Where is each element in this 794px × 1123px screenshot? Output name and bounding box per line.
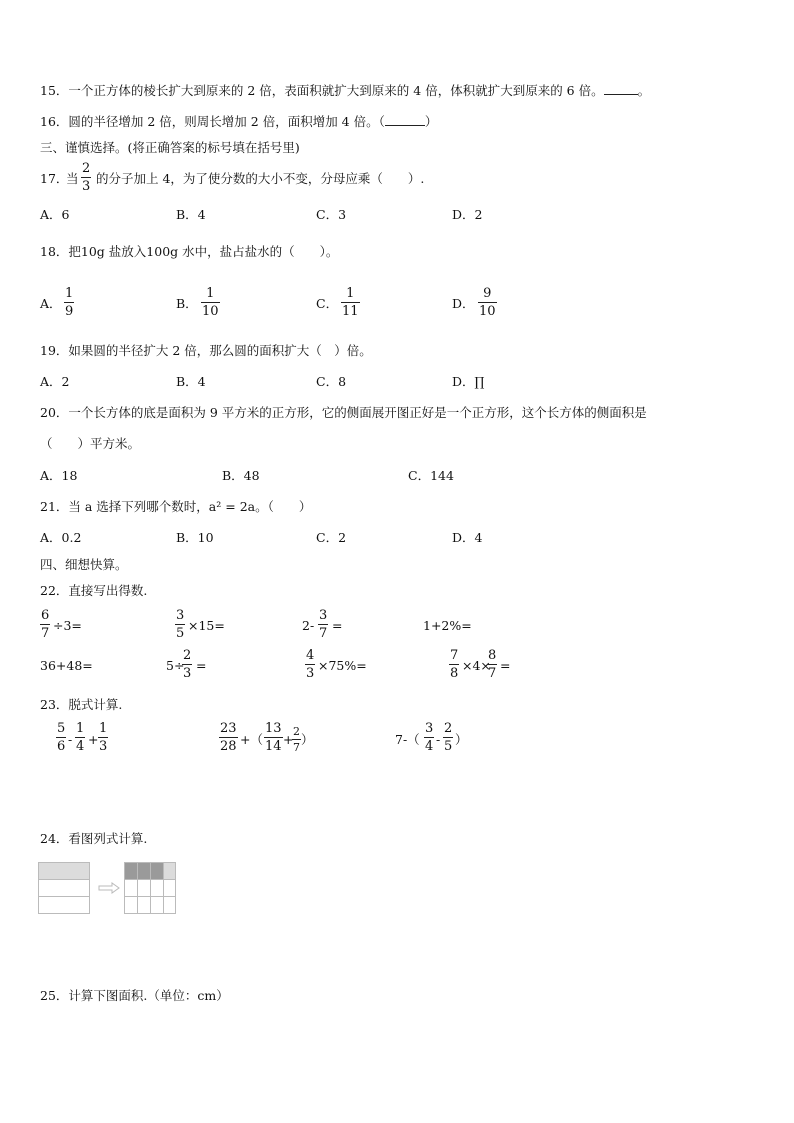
expression-pre: 7-（ <box>395 732 420 747</box>
option-c[interactable]: C． <box>316 296 339 311</box>
numerator: 2 <box>183 648 192 663</box>
grid-cell <box>137 879 151 897</box>
numerator: 3 <box>425 721 434 736</box>
numerator: 23 <box>220 721 237 736</box>
numerator: 6 <box>41 608 50 623</box>
option-d[interactable]: D． <box>452 296 475 311</box>
close-paren: ） <box>301 732 314 747</box>
question-19 <box>40 345 372 358</box>
grid-cell <box>137 896 151 914</box>
expression-rest: ×75%= <box>318 658 367 673</box>
fraction <box>182 649 192 680</box>
end-mark: 。 <box>637 83 651 98</box>
option-c[interactable]: C．8 <box>316 374 347 389</box>
expression-mid: ×4× <box>462 658 491 673</box>
numerator: 1 <box>346 286 355 301</box>
fraction <box>424 722 434 753</box>
denominator: 14 <box>265 739 282 754</box>
fraction <box>175 609 185 640</box>
grid-cell <box>137 862 151 880</box>
denominator: 7 <box>293 741 300 754</box>
fraction-bar <box>75 737 85 738</box>
question-17-post: 的分子加上 4，为了使分数的大小不变，分母应乘（ ）. <box>96 171 425 186</box>
numerator: 7 <box>450 648 459 663</box>
operator: +（ <box>240 732 263 747</box>
grid-cell <box>163 896 176 914</box>
fraction <box>56 722 66 753</box>
denominator: 10 <box>479 304 496 319</box>
fraction-bar <box>443 737 453 738</box>
answer-blank[interactable] <box>385 125 425 126</box>
denominator: 4 <box>425 739 434 754</box>
operator: - <box>68 732 73 747</box>
denominator: 11 <box>342 304 359 319</box>
question-25 <box>40 990 229 1003</box>
fraction <box>81 162 91 193</box>
denominator: 3 <box>183 666 192 681</box>
fraction <box>487 649 497 680</box>
numerator: 1 <box>99 721 108 736</box>
expression-pre: 2- <box>302 618 315 633</box>
open-paren: （ <box>378 114 385 129</box>
question-title: 计算下图面积.（单位：cm） <box>68 988 229 1003</box>
fraction-bar <box>40 624 50 625</box>
denominator: 5 <box>176 626 185 641</box>
question-title: 直接写出得数. <box>68 583 148 598</box>
question-text: 一个长方体的底是面积为 9 平方米的正方形，它的侧面展开图正好是一个正方形，这个长方体的侧面积是 <box>68 405 647 420</box>
option-a[interactable]: A．2 <box>40 374 70 389</box>
question-number: 18． <box>40 244 69 259</box>
section-3-heading: 三、谨慎选择。(将正确答案的标号填在括号里) <box>40 140 300 155</box>
question-number: 15． <box>40 83 69 98</box>
unshaded-strip <box>38 896 90 914</box>
question-number: 24． <box>40 831 69 846</box>
expression-rest: = <box>332 618 343 633</box>
question-21 <box>40 501 311 514</box>
question-number: 22． <box>40 583 69 598</box>
close-paren: ） <box>455 732 468 747</box>
option-c[interactable]: C．144 <box>408 468 454 483</box>
fraction-bar <box>175 624 185 625</box>
numerator: 5 <box>57 721 66 736</box>
option-a-fraction[interactable] <box>64 287 74 318</box>
numerator: 8 <box>488 648 497 663</box>
expression-rest: ÷3= <box>53 618 82 633</box>
fraction <box>75 722 85 753</box>
question-text: 当 a 选择下列哪个数时，a² = 2a。（ ） <box>68 499 312 514</box>
answer-blank[interactable] <box>604 94 638 95</box>
question-18 <box>40 246 338 259</box>
question-20-line1 <box>40 407 647 420</box>
question-title: 脱式计算. <box>68 697 123 712</box>
expression-rest: = <box>500 658 511 673</box>
option-a[interactable]: A．0.2 <box>40 530 82 545</box>
denominator: 9 <box>65 304 74 319</box>
question-text: 圆的半径增加 2 倍，则周长增加 2 倍，面积增加 4 倍。 <box>68 114 379 129</box>
question-16 <box>40 116 437 129</box>
fraction <box>219 722 238 753</box>
option-d[interactable]: D．2 <box>452 207 483 222</box>
fraction-figure-right <box>124 862 176 914</box>
fraction-bar <box>478 302 497 303</box>
question-20-line2: （ ）平方米。 <box>40 436 141 451</box>
denominator: 28 <box>220 739 237 754</box>
fraction-bar <box>64 302 74 303</box>
fraction-bar <box>449 664 459 665</box>
option-b[interactable]: B．4 <box>176 207 206 222</box>
question-number: 23． <box>40 697 69 712</box>
operator: - <box>436 732 441 747</box>
question-number: 20． <box>40 405 69 420</box>
denominator: 10 <box>202 304 219 319</box>
option-a[interactable]: A．18 <box>40 468 78 483</box>
fraction <box>305 649 315 680</box>
numerator: 2 <box>444 721 453 736</box>
expression-pre: 5÷ <box>166 658 185 673</box>
fraction-bar <box>305 664 315 665</box>
question-22 <box>40 585 147 598</box>
denominator: 7 <box>319 626 328 641</box>
fraction <box>443 722 453 753</box>
fraction-bar <box>81 177 91 178</box>
fraction-bar <box>264 737 283 738</box>
shaded-strip <box>38 862 90 880</box>
question-23 <box>40 699 122 712</box>
denominator: 3 <box>82 179 91 194</box>
fraction <box>318 609 328 640</box>
denominator: 5 <box>444 739 453 754</box>
numerator: 2 <box>293 725 300 738</box>
denominator: 7 <box>488 666 497 681</box>
grid-cell <box>163 879 176 897</box>
question-15 <box>40 85 650 98</box>
denominator: 3 <box>306 666 315 681</box>
question-title: 看图列式计算. <box>68 831 148 846</box>
question-number: 19． <box>40 343 69 358</box>
numerator: 9 <box>483 286 492 301</box>
numerator: 1 <box>65 286 74 301</box>
fraction-figure-left <box>38 862 90 914</box>
grid-cell <box>150 862 164 880</box>
question-24 <box>40 833 147 846</box>
numerator: 4 <box>306 648 315 663</box>
fraction-bar <box>201 302 220 303</box>
option-c[interactable]: C．3 <box>316 207 347 222</box>
grid-cell <box>124 879 138 897</box>
grid-cell <box>150 879 164 897</box>
question-17-pre: 当 <box>66 171 79 186</box>
denominator: 3 <box>99 739 108 754</box>
expression-rest: ×15= <box>188 618 225 633</box>
option-a[interactable]: A． <box>40 296 62 311</box>
option-b[interactable]: B．4 <box>176 374 206 389</box>
numerator: 3 <box>176 608 185 623</box>
option-c[interactable]: C．2 <box>316 530 347 545</box>
grid-cell <box>124 896 138 914</box>
fraction-bar <box>219 737 238 738</box>
denominator: 8 <box>450 666 459 681</box>
option-b[interactable]: B． <box>176 296 198 311</box>
question-text: 把10g 盐放入100g 水中，盐占盐水的（ ）。 <box>68 244 339 259</box>
fraction-bar <box>56 737 66 738</box>
denominator: 4 <box>76 739 85 754</box>
fraction <box>264 722 283 753</box>
close-paren: ） <box>424 114 438 129</box>
fraction <box>40 609 50 640</box>
option-b[interactable]: B．48 <box>222 468 260 483</box>
option-b[interactable]: B．10 <box>176 530 214 545</box>
expression: 36+48= <box>40 658 93 673</box>
fraction-bar <box>98 737 108 738</box>
numerator: 2 <box>82 161 91 176</box>
question-text: 如果圆的半径扩大 2 倍，那么圆的面积扩大（ ）倍。 <box>68 343 372 358</box>
numerator: 3 <box>319 608 328 623</box>
question-number: 16． <box>40 114 69 129</box>
option-d-fraction[interactable] <box>478 287 497 318</box>
arrow-icon <box>98 882 120 894</box>
expression: 1+2%= <box>423 618 472 633</box>
fraction <box>98 722 108 753</box>
fraction-bar <box>487 664 497 665</box>
option-b-fraction[interactable] <box>201 287 220 318</box>
grid-cell <box>150 896 164 914</box>
numerator: 13 <box>265 721 282 736</box>
option-c-fraction[interactable] <box>341 287 360 318</box>
option-a[interactable]: A．6 <box>40 207 70 222</box>
fraction <box>449 649 459 680</box>
fraction-bar <box>292 739 301 740</box>
question-text: 一个正方体的棱长扩大到原来的 2 倍，表面积就扩大到原来的 4 倍，体积就扩大到原来的 6 倍。 <box>68 83 604 98</box>
question-number: 21． <box>40 499 69 514</box>
numerator: 1 <box>206 286 215 301</box>
grid-cell <box>163 862 176 880</box>
fraction-bar <box>318 624 328 625</box>
fraction-bar <box>182 664 192 665</box>
section-4-heading: 四、细想快算。 <box>40 557 128 572</box>
denominator: 7 <box>41 626 50 641</box>
numerator: 1 <box>76 721 85 736</box>
operator: + <box>88 732 99 747</box>
option-d[interactable]: D．∏ <box>452 374 485 389</box>
expression-rest: = <box>196 658 207 673</box>
fraction <box>292 726 301 753</box>
denominator: 6 <box>57 739 66 754</box>
question-17-number: 17． <box>40 171 69 186</box>
fraction-bar <box>341 302 360 303</box>
option-d[interactable]: D．4 <box>452 530 483 545</box>
fraction-bar <box>424 737 434 738</box>
grid-cell <box>124 862 138 880</box>
operator: + <box>283 732 294 747</box>
unshaded-strip <box>38 879 90 897</box>
question-number: 25． <box>40 988 69 1003</box>
